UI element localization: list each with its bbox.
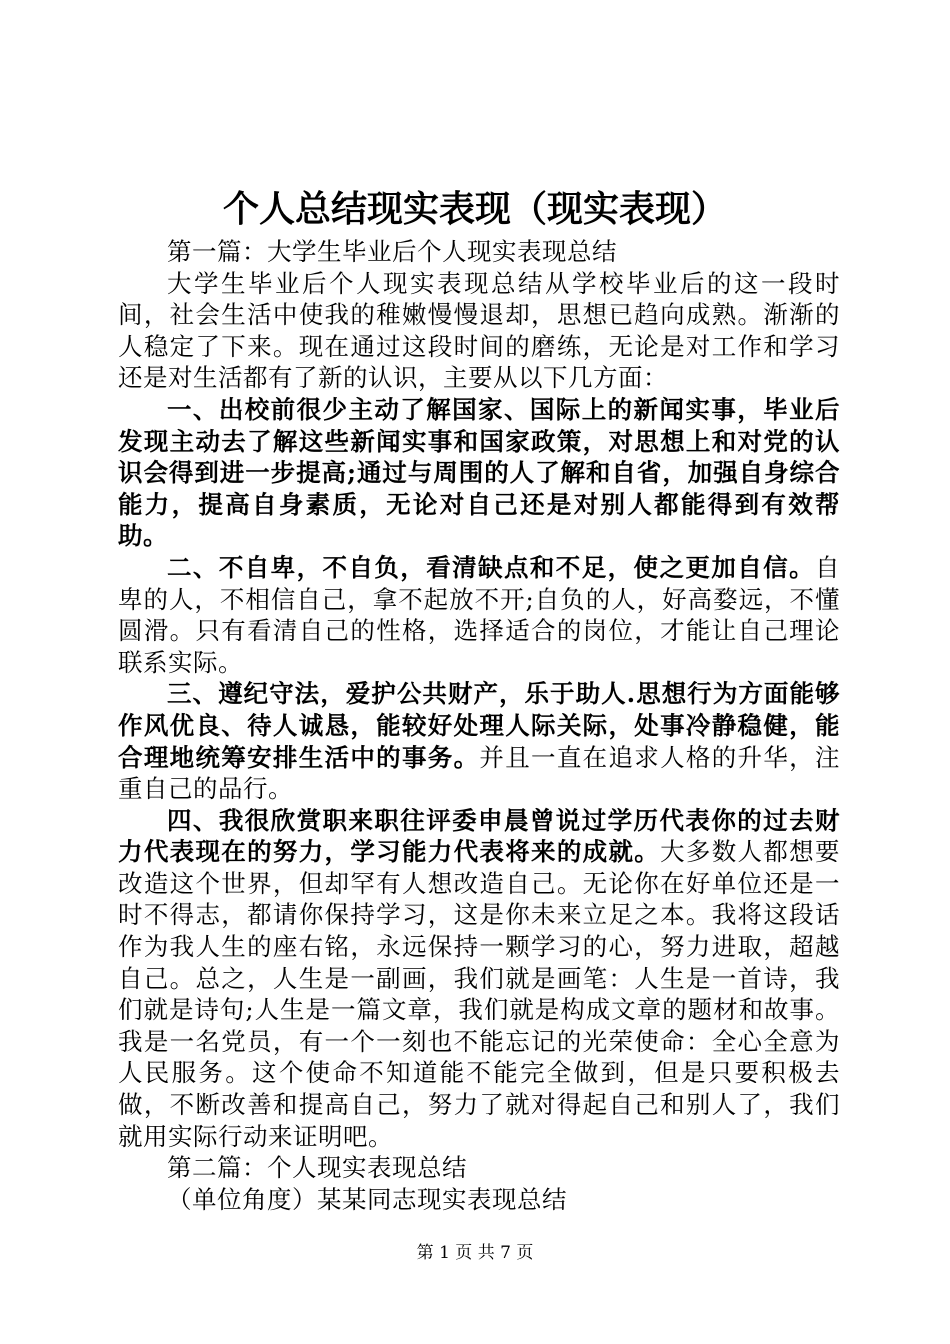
document-body — [118, 236, 840, 1215]
paragraph-text: 大多数人都想要改造这个世界，但却罕有人想改造自己。无论你在好单位还是一时不得志，都请你保持学习，这是你未来立足之本。我将这段话作为我人生的座右铭，永远保持一颗学习的心，努力进取，超越自己。总之，人生是一副画，我们就是画笔：人生是一首诗，我们就是诗句;人生是一篇文章，我们就是构成文章的题材和故事。我是一名党员，有一个一刻也不能忘记的光荣使命：全心全意为人民服务。这个使命不知道能不能完全做到，但是只要积极去做，不断改善和提高自己，努力了就对得起自己和别人了，我们就用实际行动来证明吧。 — [118, 837, 840, 1151]
paragraph-text: 并且一直在追求人格的升华，注重自己的品行。 — [118, 742, 840, 804]
paragraph-text: 第二篇：个人现实表现总结 — [167, 1153, 467, 1183]
paragraph-bold-text: 一、出校前很少主动了解国家、国际上的新闻实事，毕业后发现主动去了解这些新闻实事和国家政策，对思想上和对党的认识会得到进一步提高;通过与周围的人了解和自省，加强自身综合能力，提高自身素质，无论对自己还是对别人都能得到有效帮助。 — [118, 394, 840, 551]
paragraph-text: 自卑的人，不相信自己，拿不起放不开;自负的人，好高婺远，不懂圆滑。只有看清自己的性格，选择适合的岗位，才能让自己理论联系实际。 — [118, 552, 840, 677]
paragraph-bold-text: 二、不自卑，不自负，看清缺点和不足，使之更加自信。 — [167, 552, 815, 582]
section-heading-1 — [118, 236, 840, 268]
section-heading-2 — [118, 1152, 840, 1184]
paragraph-bold-text: 三、遵纪守法，爱护公共财产，乐于助人.思想行为方面能够作风优良、待人诚恳，能较好处理人际关际，处事冷静稳健，能合理地统筹安排生活中的事务。 — [118, 679, 840, 772]
paragraph-point-2 — [118, 552, 840, 678]
paragraph-text: 第一篇：大学生毕业后个人现实表现总结 — [167, 237, 617, 266]
paragraph-point-4 — [118, 805, 840, 1153]
page-number-footer: 第 1 页 共 7 页 — [416, 1243, 534, 1263]
subsection-heading — [118, 1184, 840, 1216]
document-title: 个人总结现实表现（现实表现） — [222, 188, 727, 230]
paragraph-text: 大学生毕业后个人现实表现总结从学校毕业后的这一段时间，社会生活中使我的稚嫩慢慢退却，思想已趋向成熟。渐渐的人稳定了下来。现在通过这段时间的磨练，无论是对工作和学习还是对生活都有了新的认识，主要从以下几方面： — [118, 268, 840, 393]
paragraph-point-1 — [118, 394, 840, 552]
paragraph-text: （单位角度）某某同志现实表现总结 — [167, 1184, 567, 1214]
paragraph-point-3 — [118, 678, 840, 804]
paragraph-intro — [118, 268, 840, 394]
paragraph-bold-text: 四、我很欣赏职来职往评委申晨曾说过学历代表你的过去财力代表现在的努力，学习能力代表将来的成就。 — [118, 805, 840, 867]
